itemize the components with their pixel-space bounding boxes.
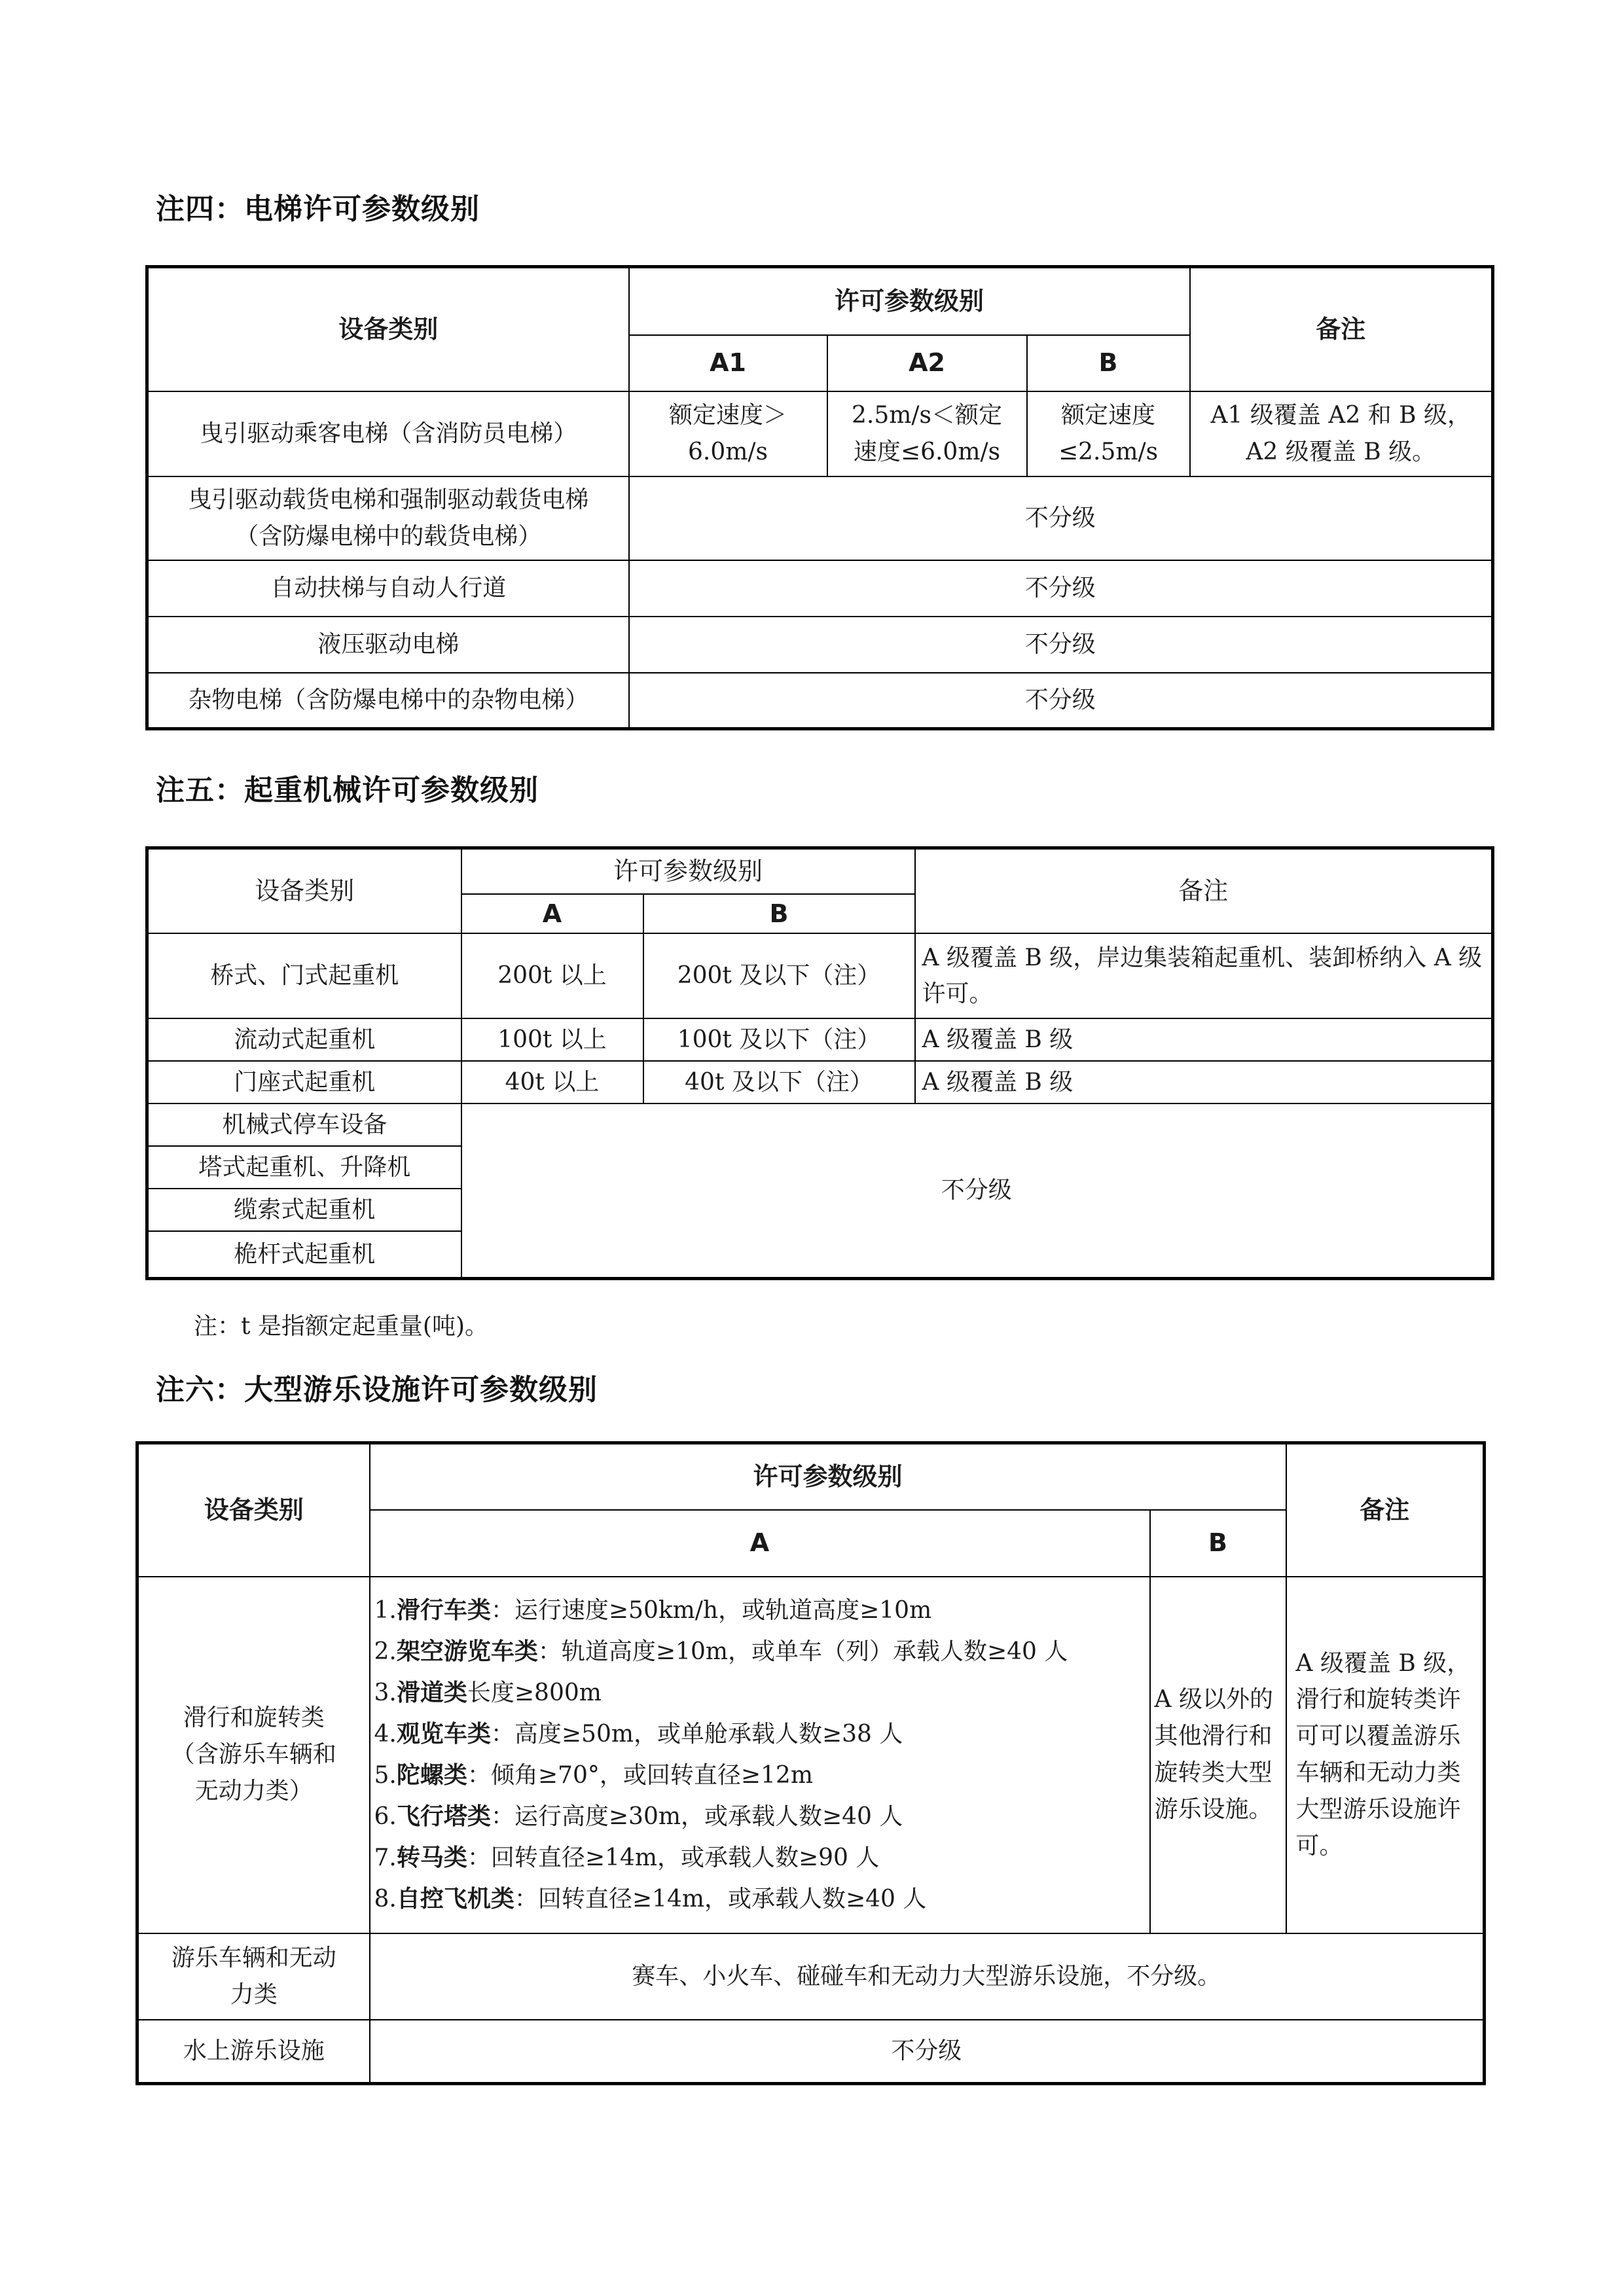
- amusement-heading: 注六：大型游乐设施许可参数级别: [156, 1373, 598, 1407]
- cell-remark: A 级覆盖 B 级，岸边集装箱起重机、装卸桥纳入 A 级许可。: [915, 933, 1493, 1018]
- col-header-remark: 备注: [915, 848, 1493, 934]
- cell-ungraded: 不分级: [629, 617, 1493, 673]
- cell-ungraded: 不分级: [629, 673, 1493, 729]
- col-header-level: 许可参数级别: [629, 267, 1190, 335]
- cell-a: 200t 以上: [461, 933, 643, 1018]
- list-item: 6.飞行塔类：运行高度≥30m，或承载人数≥40 人: [374, 1803, 903, 1830]
- col-header-category: 设备类别: [137, 1443, 370, 1577]
- list-item: 1.滑行车类：运行速度≥50km/h，或轨道高度≥10m: [374, 1597, 932, 1624]
- cell-ungraded: 不分级: [629, 560, 1493, 617]
- cell-category: 缆索式起重机: [147, 1189, 461, 1231]
- sub-header-b: B: [643, 894, 915, 934]
- cell-ungraded: 不分级: [629, 476, 1493, 560]
- cell-category: 曳引驱动载货电梯和强制驱动载货电梯 （含防爆电梯中的载货电梯）: [147, 476, 629, 560]
- cell-remark: A1 级覆盖 A2 和 B 级， A2 级覆盖 B 级。: [1190, 391, 1493, 476]
- cell-b: A 级以外的其他滑行和旋转类大型游乐设施。: [1150, 1577, 1286, 1933]
- sub-header-a: A: [461, 894, 643, 934]
- cell-remark: A 级覆盖 B 级，滑行和旋转类许可可以覆盖游乐车辆和无动力类大型游乐设施许可。: [1286, 1577, 1485, 1933]
- cell-a: 40t 以上: [461, 1061, 643, 1103]
- sub-header-b: B: [1150, 1510, 1286, 1577]
- col-header-remark: 备注: [1190, 267, 1493, 391]
- elevator-table: [145, 265, 1494, 730]
- list-item: 5.陀螺类：倾角≥70°，或回转直径≥12m: [374, 1762, 813, 1789]
- cell-category: 液压驱动电梯: [147, 617, 629, 673]
- col-header-category: 设备类别: [147, 848, 461, 934]
- sub-header-a1: A1: [629, 335, 827, 391]
- cell-category: 门座式起重机: [147, 1061, 461, 1103]
- sub-header-b: B: [1027, 335, 1190, 391]
- cell-remark: A 级覆盖 B 级: [915, 1061, 1493, 1103]
- list-item: 3.滑道类长度≥800m: [374, 1679, 602, 1706]
- cell-b: 40t 及以下（注）: [643, 1061, 915, 1103]
- cell-ungraded: 赛车、小火车、碰碰车和无动力大型游乐设施，不分级。: [370, 1933, 1485, 2020]
- cell-category: 机械式停车设备: [147, 1103, 461, 1146]
- cell-ungraded: 不分级: [370, 2020, 1485, 2084]
- cell-ungraded: 不分级: [461, 1103, 1493, 1278]
- cell-category: 杂物电梯（含防爆电梯中的杂物电梯）: [147, 673, 629, 729]
- cell-a2: 2.5m/s＜额定 速度≤6.0m/s: [827, 391, 1027, 476]
- cell-category: 游乐车辆和无动 力类: [137, 1933, 370, 2020]
- cell-a1: 额定速度＞ 6.0m/s: [629, 391, 827, 476]
- cell-category: 自动扶梯与自动人行道: [147, 560, 629, 617]
- col-header-category: 设备类别: [147, 267, 629, 391]
- list-item: 4.观览车类：高度≥50m，或单舱承载人数≥38 人: [374, 1721, 903, 1748]
- list-item: 7.转马类：回转直径≥14m，或承载人数≥90 人: [374, 1844, 880, 1871]
- cell-category: 桅杆式起重机: [147, 1231, 461, 1278]
- cell-category: 流动式起重机: [147, 1018, 461, 1061]
- elevator-heading: 注四：电梯许可参数级别: [156, 192, 480, 226]
- list-item: 8.自控飞机类：回转直径≥14m，或承载人数≥40 人: [374, 1886, 927, 1912]
- cell-category: 曳引驱动乘客电梯（含消防员电梯）: [147, 391, 629, 476]
- crane-footnote: 注：t 是指额定起重量(吨)。: [194, 1313, 489, 1340]
- cell-category: 桥式、门式起重机: [147, 933, 461, 1018]
- col-header-level: 许可参数级别: [370, 1443, 1286, 1510]
- cell-b: 额定速度 ≤2.5m/s: [1027, 391, 1190, 476]
- crane-heading: 注五：起重机械许可参数级别: [156, 774, 539, 807]
- cell-remark: A 级覆盖 B 级: [915, 1018, 1493, 1061]
- crane-table: [145, 846, 1494, 1280]
- sub-header-a2: A2: [827, 335, 1027, 391]
- cell-a-items: [370, 1577, 1150, 1933]
- cell-category: 滑行和旋转类 （含游乐车辆和 无动力类）: [137, 1577, 370, 1933]
- sub-header-a: A: [370, 1510, 1150, 1577]
- cell-b: 200t 及以下（注）: [643, 933, 915, 1018]
- cell-category: 塔式起重机、升降机: [147, 1146, 461, 1189]
- amusement-table: [135, 1441, 1486, 2085]
- list-item: 2.架空游览车类：轨道高度≥10m，或单车（列）承载人数≥40 人: [374, 1638, 1068, 1665]
- cell-a: 100t 以上: [461, 1018, 643, 1061]
- col-header-level: 许可参数级别: [461, 848, 915, 894]
- cell-b: 100t 及以下（注）: [643, 1018, 915, 1061]
- cell-category: 水上游乐设施: [137, 2020, 370, 2084]
- col-header-remark: 备注: [1286, 1443, 1485, 1577]
